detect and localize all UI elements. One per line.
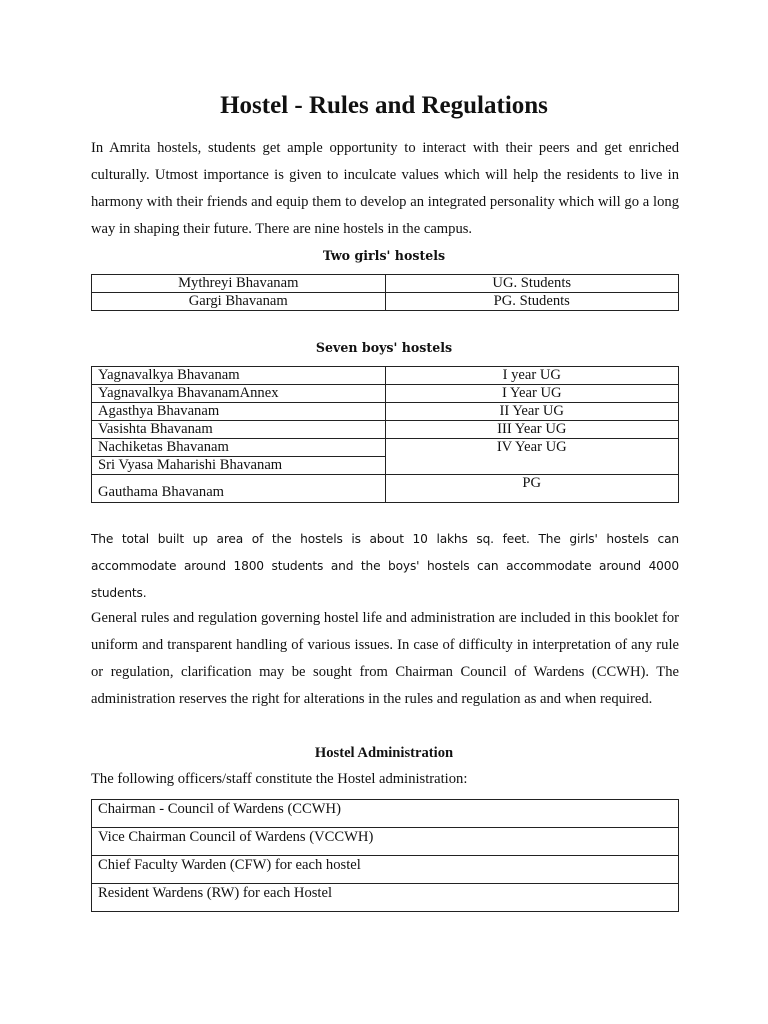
intro-paragraph: In Amrita hostels, students get ample opportunity to interact with their peers and get enriched culturally. Utmost importance is given to inculcate values which will help the residents to live in harmony with their friends and equip them to develop an integrated personality which will go a long way in shaping their future. There are nine hostels in the campus. xyxy=(91,140,679,237)
hostel-name: Gargi Bhavanam xyxy=(92,293,386,311)
hostel-name: Mythreyi Bhavanam xyxy=(92,275,386,293)
table-row xyxy=(92,403,679,421)
hostel-year: III Year UG xyxy=(385,421,679,439)
admin-officer: Chief Faculty Warden (CFW) for each hostel xyxy=(92,856,679,884)
hostel-name: Nachiketas Bhavanam xyxy=(92,439,386,457)
hostel-name: Yagnavalkya BhavanamAnnex xyxy=(92,385,386,403)
hostel-year: I year UG xyxy=(385,367,679,385)
girls-hostels-heading: Two girls' hostels xyxy=(322,248,446,263)
hostel-name: Sri Vyasa Maharishi Bhavanam xyxy=(92,457,386,475)
boys-hostels-heading: Seven boys' hostels xyxy=(315,340,453,355)
admin-officer: Vice Chairman Council of Wardens (VCCWH) xyxy=(92,828,679,856)
hostel-year: II Year UG xyxy=(385,403,679,421)
admin-heading: Hostel Administration xyxy=(314,745,454,761)
hostel-students: UG. Students xyxy=(385,275,679,293)
boys-hostels-table xyxy=(91,366,679,503)
hostel-year: IV Year UG xyxy=(385,439,679,475)
hostel-students: PG. Students xyxy=(385,293,679,311)
table-row xyxy=(92,475,679,503)
table-row xyxy=(92,828,679,856)
hostel-name: Yagnavalkya Bhavanam xyxy=(92,367,386,385)
page-title: Hostel - Rules and Regulations xyxy=(220,92,548,119)
hostel-name: Gauthama Bhavanam xyxy=(92,475,386,503)
table-row xyxy=(92,275,679,293)
hostel-year: I Year UG xyxy=(385,385,679,403)
hostel-name: Agasthya Bhavanam xyxy=(92,403,386,421)
admin-officer: Resident Wardens (RW) for each Hostel xyxy=(92,884,679,912)
admin-table xyxy=(91,799,679,912)
admin-officer: Chairman - Council of Wardens (CCWH) xyxy=(92,800,679,828)
admin-intro: The following officers/staff constitute the Hostel administration: xyxy=(91,771,468,787)
table-row xyxy=(92,385,679,403)
table-row xyxy=(92,367,679,385)
table-row xyxy=(92,800,679,828)
table-row xyxy=(92,884,679,912)
table-row xyxy=(92,439,679,457)
table-row xyxy=(92,421,679,439)
table-row xyxy=(92,293,679,311)
table-row xyxy=(92,856,679,884)
general-rules-paragraph: General rules and regulation governing hostel life and administration are included in this booklet for uniform and transparent handling of various issues. In case of difficulty in interpretation of any rule or regulation, clarification may be sought from Chairman Council of Wardens (CCWH). The administration reserves the right for alterations in the rules and regulation as and when required. xyxy=(91,610,679,707)
area-paragraph: The total built up area of the hostels is about 10 lakhs sq. feet. The girls' hostels can accommodate around 1800 students and the boys' hostels can accommodate around 4000 students. xyxy=(91,532,679,600)
hostel-year: PG xyxy=(385,475,679,503)
girls-hostels-table xyxy=(91,274,679,311)
hostel-name: Vasishta Bhavanam xyxy=(92,421,386,439)
